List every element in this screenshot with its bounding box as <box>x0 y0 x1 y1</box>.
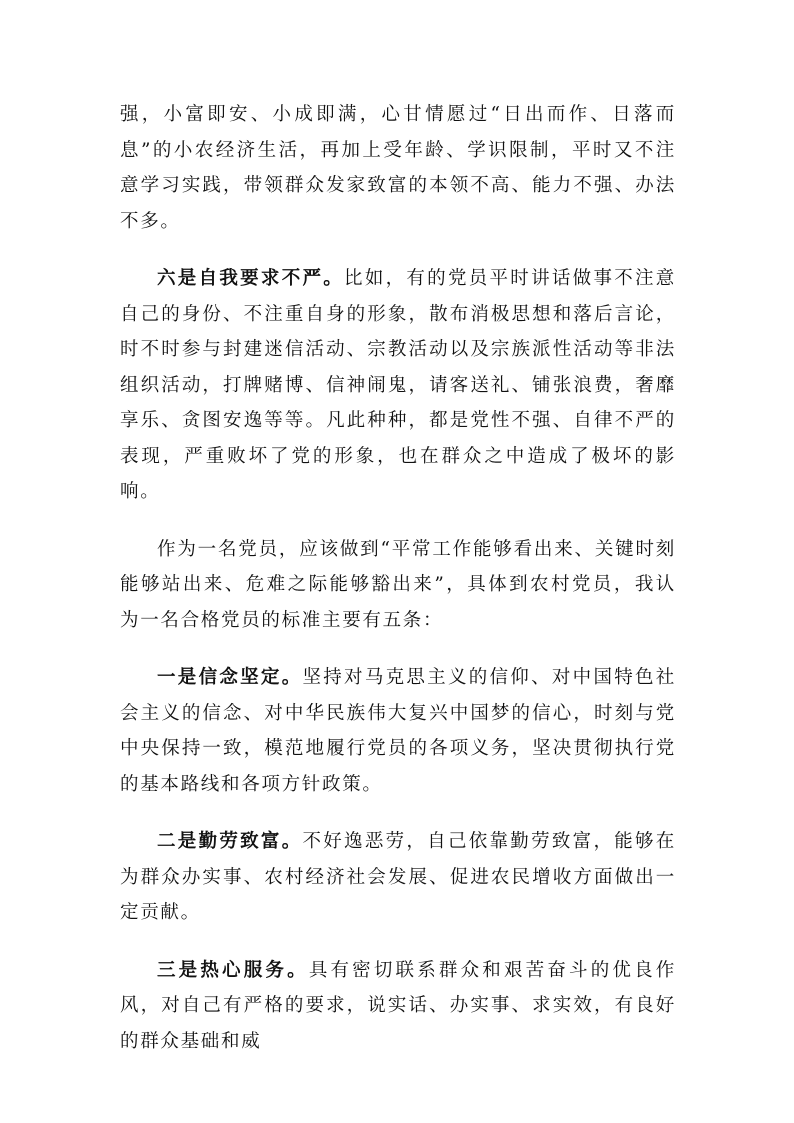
paragraph-text: 强，小富即安、小成即满，心甘情愿过“日出而作、日落而息”的小农经济生活，再加上受年龄、学识限制，平时又不注意学习实践，带领群众发家致富的本领不高、能力不强、办法不多。 <box>120 104 676 232</box>
paragraph-text: 具有密切联系群众和艰苦奋斗的优良作风，对自己有严格的要求，说实话、办实事、求实效，有良好的群众基础和威 <box>120 959 676 1052</box>
paragraph-service <box>120 953 676 1060</box>
paragraph-text: 坚持对马克思主义的信仰、对中国特色社会主义的信念、对中华民族伟大复兴中国梦的信心，时刻与党中央保持一致，模范地履行党员的各项义务，坚决贯彻执行党的基本路线和各项方针政策。 <box>120 667 676 795</box>
paragraph-text: 比如，有的党员平时讲话做事不注意自己的身份、不注重自身的形象，散布消极思想和落后言论，时不时参与封建迷信活动、宗教活动以及宗族派性活动等非法组织活动，打牌赌博、信神闹鬼，请客送礼、铺张浪费，奢靡享乐、贪图安逸等等。凡此种种，都是党性不强、自律不严的表现，严重败坏了党的形象，也在群众之中造成了极坏的影响。 <box>120 268 676 502</box>
paragraph-self-discipline <box>120 261 676 510</box>
paragraph-lead: 二是勤劳致富。 <box>157 831 303 852</box>
paragraph-hardworking <box>120 824 676 931</box>
document-page <box>120 97 676 1081</box>
paragraph-continuation <box>120 97 676 239</box>
paragraph-text: 不好逸恶劳，自己依靠勤劳致富，能够在为群众办实事、农村经济社会发展、促进农民增收方面做出一定贡献。 <box>120 831 676 923</box>
paragraph-lead: 三是热心服务。 <box>157 959 309 981</box>
paragraph-lead: 一是信念坚定。 <box>157 667 303 688</box>
paragraph-firm-belief <box>120 660 676 802</box>
paragraph-standards-intro <box>120 532 676 639</box>
paragraph-text: 作为一名党员，应该做到“平常工作能够看出来、关键时刻能够站出来、危难之际能够豁出来”，具体到农村党员，我认为一名合格党员的标准主要有五条： <box>120 538 676 631</box>
paragraph-lead: 六是自我要求不严。 <box>157 268 345 289</box>
